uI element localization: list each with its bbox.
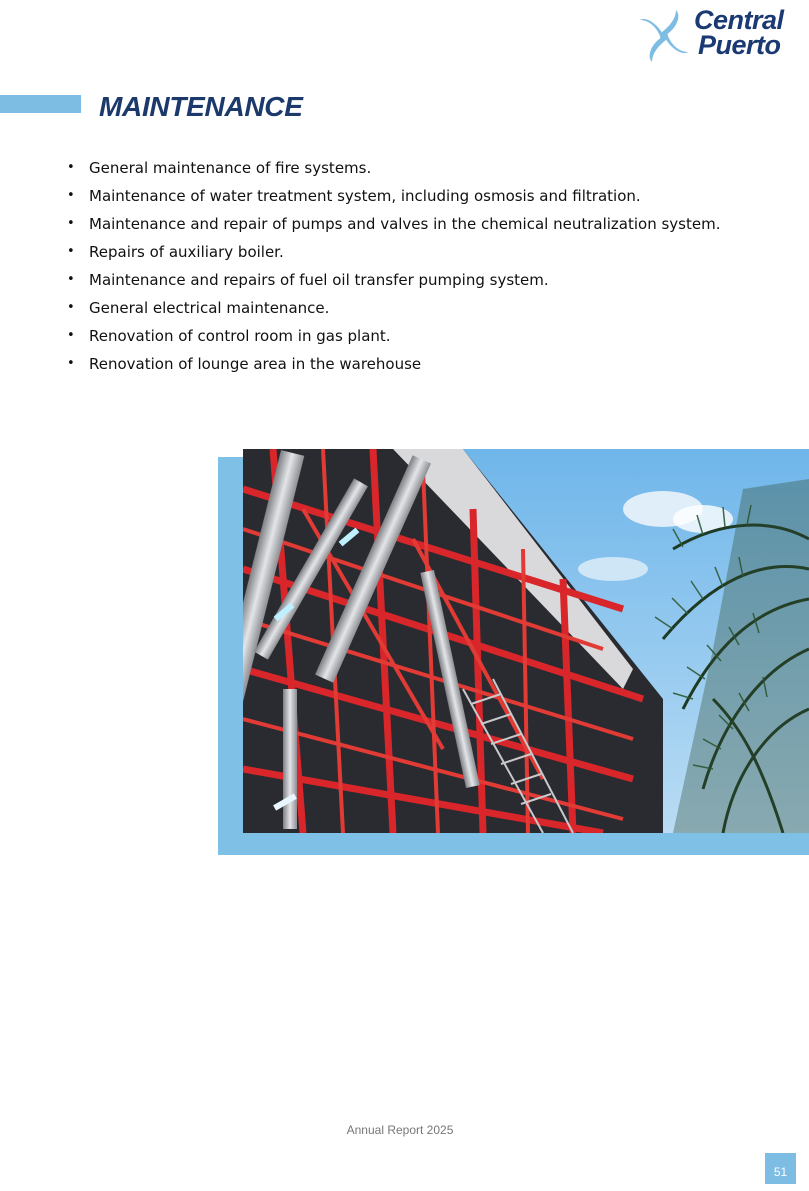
list-item-text: Repairs of auxiliary boiler. [89, 243, 284, 261]
logo-line-2: Puerto [698, 30, 781, 60]
bullet-icon: • [67, 188, 75, 203]
title-accent-bar [0, 95, 81, 113]
list-item [67, 322, 787, 350]
list-item-text: Renovation of control room in gas plant. [89, 327, 391, 345]
bullet-icon: • [67, 244, 75, 259]
logo-line-1: Central [694, 5, 784, 35]
bullet-icon: • [67, 328, 75, 343]
list-item [67, 238, 787, 266]
list-item [67, 210, 787, 238]
bullet-icon: • [67, 300, 75, 315]
bullet-icon: • [67, 216, 75, 231]
list-item [67, 266, 787, 294]
list-item [67, 350, 787, 378]
list-item-text: General maintenance of fire systems. [89, 159, 372, 177]
logo-wordmark [694, 5, 784, 60]
list-item [67, 294, 787, 322]
maintenance-list [67, 154, 787, 378]
list-item-text: General electrical maintenance. [89, 299, 330, 317]
bullet-icon: • [67, 356, 75, 371]
list-item [67, 154, 787, 182]
page-title: MAINTENANCE [99, 91, 303, 122]
turbine-logo-icon [636, 6, 692, 66]
bullet-icon: • [67, 160, 75, 175]
footer-report-label: Annual Report 2025 [346, 1123, 454, 1137]
list-item [67, 182, 787, 210]
list-item-text: Maintenance and repair of pumps and valves in the chemical neutralization system. [89, 215, 721, 233]
list-item-text: Maintenance and repairs of fuel oil transfer pumping system. [89, 271, 549, 289]
list-item-text: Maintenance of water treatment system, including osmosis and filtration. [89, 187, 641, 205]
central-puerto-logo [636, 6, 802, 68]
list-item-text: Renovation of lounge area in the warehouse [89, 355, 422, 373]
power-plant-structure-image [243, 449, 809, 833]
page-number-badge: 51 [765, 1153, 796, 1184]
bullet-icon: • [67, 272, 75, 287]
plant-photo [243, 449, 809, 833]
